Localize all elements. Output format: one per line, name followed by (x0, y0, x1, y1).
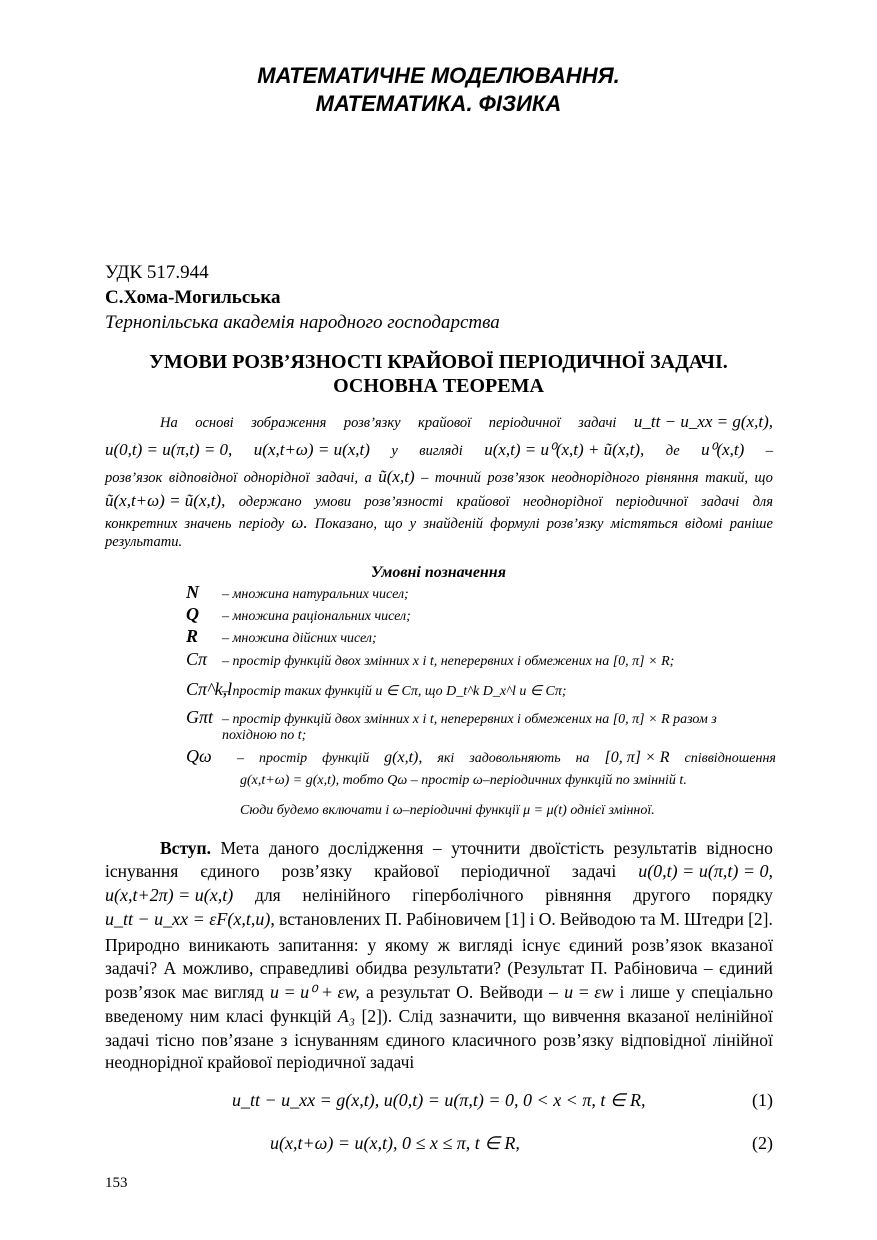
intro-word: результатів (613, 838, 697, 858)
intro-word: і (619, 982, 625, 1002)
intro-formula: u = u⁰ + εw, (270, 982, 360, 1002)
intro-word: двоїстість (529, 838, 605, 858)
intro-word: – (549, 982, 558, 1002)
abstract-word: розв’язності (364, 494, 444, 510)
notation-item (186, 679, 776, 700)
notation-text: – множина раціональних чисел; (222, 609, 411, 624)
abstract-line-6 (105, 534, 773, 551)
intro-formula: u = εw (564, 982, 614, 1002)
page-number: 153 (105, 1175, 128, 1191)
intro-word: функцій (270, 1006, 332, 1026)
udc-code: УДК 517.944 (105, 262, 209, 283)
abstract-word: розв’язок (105, 470, 163, 486)
intro-formula: u(0,t) = u(π,t) = 0, (638, 861, 773, 881)
abstract-word: задачі, (316, 470, 358, 486)
abstract-word: розв’язку (546, 516, 604, 532)
abstract-word: знайденій (423, 516, 483, 532)
abstract-word: конкретних (105, 516, 178, 532)
abstract-word: однорідної (243, 470, 310, 486)
intro-word: нелінійної (695, 1006, 773, 1026)
intro-line-8 (105, 1006, 773, 1027)
abstract-word: задачі (578, 415, 617, 431)
intro-word: введеному (105, 1006, 184, 1026)
abstract-word: – (421, 470, 429, 486)
intro-word: зазначити, (439, 1006, 517, 1026)
notation-note (240, 803, 830, 819)
intro-word: класичного (451, 1030, 537, 1050)
intro-word: обидва (355, 958, 408, 978)
abstract-word: умови (314, 494, 352, 510)
notation-symbol: R (186, 626, 199, 646)
intro-word: існуванням (294, 1030, 379, 1050)
notation-text: g(x,t+ω) = g(x,t), тобто Qω – простір ω–періодичних функцій по змінній t. (240, 773, 687, 788)
intro-word: результати? (413, 958, 502, 978)
abstract-formula: u(0,t) = u(π,t) = 0, (105, 440, 233, 459)
abstract-word: такий, (705, 470, 748, 486)
intro-word: неоднорідної крайової періодичної задачі (105, 1052, 415, 1072)
intro-line-3 (105, 885, 773, 906)
intro-formula: u(x,t+2π) = u(x,t) (105, 885, 234, 905)
intro-word: О. (538, 909, 556, 929)
intro-line-1 (160, 838, 773, 859)
notation-symbol: Q (186, 604, 199, 624)
notation-item-continuation (222, 728, 812, 744)
intro-word: а (366, 982, 374, 1002)
notation-text: простір (258, 751, 308, 766)
article-title (0, 350, 877, 398)
abstract-word: вигляді (419, 443, 463, 459)
intro-word: вказаної (627, 1006, 690, 1026)
abstract-word: На (160, 415, 178, 431)
intro-word: справедливі (259, 958, 350, 978)
notation-item (186, 582, 776, 603)
abstract-word: результати. (105, 534, 183, 550)
intro-word: даного (268, 838, 320, 858)
intro-word: лінійної (712, 1030, 773, 1050)
intro-word: існування (105, 861, 179, 881)
intro-word: – (703, 958, 713, 978)
abstract-formula: u_tt − u_xx = g(x,t), (633, 412, 773, 431)
equation-number: (2) (752, 1133, 773, 1153)
intro-word: для (255, 885, 281, 905)
abstract-word: крайової (456, 494, 510, 510)
abstract-formula: u⁰(x,t) (701, 440, 745, 459)
abstract-word: розв’язок (487, 470, 545, 486)
equation-formula: u(x,t+ω) = u(x,t), 0 ≤ x ≤ π, t ∈ R, (270, 1133, 520, 1153)
notation-title: Умовні позначення (371, 564, 506, 581)
intro-formula: A₃ (337, 1006, 356, 1026)
article-title-line-1: УМОВИ РОЗВ’ЯЗНОСТІ КРАЙОВОЇ ПЕРІОДИЧНОЇ ЗАДАЧІ. (149, 351, 728, 373)
notation-text: на (575, 751, 590, 766)
notation-text: – простір функцій двох змінних x і t, неперервних і обмежених на [0, π] × R; (222, 654, 675, 669)
intro-word: вивчення (552, 1006, 621, 1026)
intro-word: уточнити (451, 838, 521, 858)
intro-word: лише (630, 982, 670, 1002)
intro-word: результат (379, 982, 451, 1002)
abstract-word: основі (195, 415, 234, 431)
intro-word: гіперболічного (412, 885, 524, 905)
intro-word: встановлених (279, 909, 381, 929)
intro-line-6 (105, 958, 773, 979)
intro-word: П. (384, 909, 402, 929)
notation-symbol: Qω (186, 746, 212, 766)
notation-symbol: Gπt (186, 707, 214, 727)
abstract-word: періодичної (488, 415, 561, 431)
intro-word: вигляді (458, 935, 514, 955)
abstract-line-5 (105, 513, 773, 533)
intro-word: другого (633, 885, 691, 905)
intro-word: рівняння (545, 885, 612, 905)
notation-symbol: Cπ (186, 649, 208, 669)
abstract-formula: u(x,t) = u⁰(x,t) + ũ(x,t), (484, 440, 645, 459)
equation-formula: u_tt − u_xx = g(x,t), u(0,t) = u(π,t) = 0, 0 < x < π, t ∈ R, (232, 1090, 646, 1110)
intro-word: та (640, 909, 656, 929)
abstract-word: періоду (238, 516, 285, 532)
intro-word: виникають (188, 935, 270, 955)
abstract-word: рівняння (645, 470, 699, 486)
notation-text: функцій (322, 751, 370, 766)
intro-word: розв’язку (281, 861, 353, 881)
intro-word: А (163, 958, 177, 978)
notation-text: Сюди будемо включати і ω–періодичні функції μ = μ(t) однієї змінної. (240, 803, 655, 818)
intro-word: спеціально (691, 982, 773, 1002)
intro-word: задачі? (105, 958, 158, 978)
notation-item-continuation (240, 773, 830, 789)
intro-line-9 (105, 1030, 773, 1051)
intro-word: єдиний (568, 935, 623, 955)
intro-word: тісно (156, 1030, 195, 1050)
notation-text: співвідношення (684, 751, 776, 766)
intro-word: що (523, 1006, 546, 1026)
intro-word: дослідження (328, 838, 424, 858)
abstract-word: неоднорідного (551, 470, 640, 486)
intro-word: якому (385, 935, 429, 955)
section-heading-line-1: МАТЕМАТИЧНЕ МОДЕЛЮВАННЯ. (257, 63, 620, 88)
abstract-line-2 (105, 440, 773, 460)
intro-word: Мета (220, 838, 260, 858)
notation-text: які (437, 751, 455, 766)
intro-word: (Результат (507, 958, 585, 978)
intro-word: Слід (398, 1006, 433, 1026)
intro-word: П. (590, 958, 608, 978)
intro-word: має (181, 982, 209, 1002)
abstract-word: неоднорідної (523, 494, 603, 510)
abstract-word: крайової (418, 415, 472, 431)
intro-word: порядку (712, 885, 773, 905)
intro-word: ж (437, 935, 450, 955)
notation-item (186, 746, 776, 767)
intro-word: М. (659, 909, 680, 929)
intro-word: і (529, 909, 535, 929)
intro-word: [2]). (361, 1006, 393, 1026)
notation-symbol: N (186, 582, 199, 602)
abstract-line-1 (160, 412, 773, 432)
intro-word: з (280, 1030, 288, 1050)
abstract-word: точний (434, 470, 481, 486)
intro-word: [2]. (748, 909, 773, 929)
intro-word: нелінійного (302, 885, 391, 905)
intro-word: пов’язане (201, 1030, 274, 1050)
equation-number: (1) (752, 1090, 773, 1110)
section-heading-line-2: МАТЕМАТИКА. ФІЗИКА (315, 91, 562, 116)
notation-text: похідною по t; (222, 728, 307, 743)
abstract-word: задачі (701, 494, 740, 510)
intro-word: вказаної (711, 935, 773, 955)
intro-word: єдиного (200, 861, 260, 881)
intro-word: періодичної (460, 861, 550, 881)
notation-formula: g(x,t), (384, 749, 423, 766)
intro-word: – (432, 838, 442, 858)
intro-word: ним (189, 1006, 220, 1026)
intro-word: Природно (105, 935, 180, 955)
intro-word: розв’язок (105, 982, 176, 1002)
intro-word: можливо, (182, 958, 254, 978)
notation-text: – (236, 751, 244, 766)
intro-line-2 (105, 861, 773, 882)
abstract-word: що (754, 470, 773, 486)
notation-text: – простір функцій двох змінних x і t, неперервних і обмежених на [0, π] × R разом з (222, 712, 717, 727)
intro-word: задачі (571, 861, 617, 881)
intro-word: розв’язку (543, 1030, 614, 1050)
abstract-formula: ũ(x,t) (378, 467, 415, 486)
intro-word: Рабіновичем (406, 909, 501, 929)
abstract-word: для (752, 494, 773, 510)
notation-item (186, 604, 776, 625)
intro-word: єдиний (719, 958, 773, 978)
intro-word: задачі (105, 1030, 150, 1050)
abstract-word: що (384, 516, 403, 532)
notation-item (186, 707, 776, 728)
abstract-formula: ũ(x,t+ω) = ũ(x,t), (105, 491, 226, 510)
abstract-word: де (665, 443, 680, 459)
abstract-word: відповідної (168, 470, 238, 486)
intro-word: у (367, 935, 377, 955)
abstract-line-3 (105, 467, 773, 487)
intro-word: розв’язок (631, 935, 703, 955)
abstract-word: а (364, 470, 372, 486)
intro-word: Штедри (684, 909, 744, 929)
abstract-word: розв’язку (343, 415, 401, 431)
abstract-formula: u(x,t+ω) = u(x,t) (253, 440, 370, 459)
intro-line-4 (105, 909, 773, 930)
intro-word: Рабіновича (613, 958, 698, 978)
intro-line-5 (105, 935, 773, 956)
affiliation: Тернопільська академія народного господарства (105, 312, 500, 333)
intro-line-7 (105, 982, 773, 1003)
author-name: С.Хома-Могильська (105, 287, 281, 308)
abstract-word: періодичної (615, 494, 688, 510)
abstract-word: у (409, 516, 417, 532)
section-heading (0, 62, 877, 118)
abstract-word: Показано, (314, 516, 378, 532)
intro-formula: u_tt − u_xx = εF(x,t,u), (105, 909, 275, 929)
article-title-line-2: ОСНОВНА ТЕОРЕМА (333, 375, 544, 397)
abstract-word: зображення (251, 415, 327, 431)
intro-word: Вейводи (479, 982, 543, 1002)
notation-item (186, 626, 776, 647)
abstract-word: містяться (610, 516, 678, 532)
intro-heading: Вступ. (160, 838, 212, 858)
abstract-word: відомі (685, 516, 723, 532)
intro-word: запитання: (278, 935, 359, 955)
notation-symbol: Cπ^k,l (186, 679, 233, 699)
intro-word: О. (456, 982, 474, 1002)
notation-formula: [0, π] × R (604, 749, 670, 766)
intro-word: відносно (706, 838, 773, 858)
abstract-word: у (391, 443, 398, 459)
intro-word: вигляд (214, 982, 264, 1002)
intro-word: у (676, 982, 685, 1002)
abstract-word: формулі (490, 516, 540, 532)
intro-word: єдиного (385, 1030, 445, 1050)
intro-word: [1] (505, 909, 526, 929)
notation-text: – множина натуральних чисел; (222, 587, 409, 602)
abstract-word: одержано (238, 494, 302, 510)
intro-word: відповідної (620, 1030, 706, 1050)
notation-item (186, 649, 776, 670)
intro-word: існує (521, 935, 561, 955)
intro-word: крайової (374, 861, 439, 881)
abstract-line-4 (105, 491, 773, 511)
intro-word: класі (226, 1006, 264, 1026)
abstract-formula: ω. (291, 513, 308, 532)
abstract-word: значень (184, 516, 232, 532)
intro-word: Вейводою (559, 909, 636, 929)
intro-line-10 (105, 1052, 773, 1073)
abstract-word: – (765, 443, 773, 459)
abstract-word: раніше (729, 516, 773, 532)
notation-text: – простір таких функцій u ∈ Cπ, що D_t^k D_x^l u ∈ Cπ; (222, 684, 567, 699)
notation-text: задовольняють (469, 751, 561, 766)
notation-text: – множина дійсних чисел; (222, 631, 377, 646)
